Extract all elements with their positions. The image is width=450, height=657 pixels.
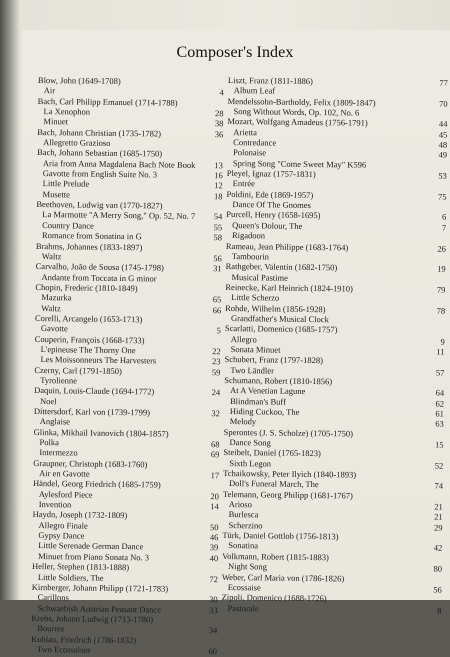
- page-number: 28: [214, 108, 224, 119]
- entry-title: Liszt, Franz (1811-1886): [227, 75, 313, 87]
- entry-title: Invention: [38, 499, 72, 510]
- entry-title: Sixth Legon: [229, 457, 272, 469]
- entry-title: At A Venetian Lagune: [230, 385, 306, 397]
- page-number: 42: [433, 543, 443, 554]
- entry-title: Schubert, Franz (1797-1828): [224, 354, 324, 366]
- entry-title: Andante from Toccata in G minor: [41, 271, 157, 283]
- entry-title: Chopin, Frederic (1810-1849): [35, 281, 138, 294]
- entry-title: Tyrolienne: [40, 375, 78, 386]
- page-number: 57: [435, 367, 445, 378]
- entry-title: Kirnberger, Johann Philipp (1721-1783): [31, 581, 169, 594]
- entry-title: Volkmann, Robert (1815-1883): [222, 550, 329, 563]
- page-number: 58: [213, 232, 223, 243]
- page-number: 26: [437, 243, 446, 254]
- entry-title: Daquin, Louis-Claude (1694-1772): [34, 385, 155, 397]
- entry-title: La Xenophon: [43, 106, 91, 117]
- page-number: 15: [434, 439, 444, 450]
- page-number: 62: [435, 398, 445, 409]
- entry-title: Little Scherzo: [231, 292, 280, 303]
- entry-title: Anglaise: [39, 416, 71, 427]
- page-number: 9: [440, 336, 445, 347]
- entry-title: Gavotte: [40, 323, 68, 334]
- page-number: 64: [435, 387, 445, 398]
- entry-title: Allegro Finale: [38, 519, 88, 531]
- entry-title: Les Moissonneurs The Harvesters: [40, 354, 157, 366]
- entry-title: Dittersdorf, Karl von (1739-1799): [33, 405, 151, 418]
- page-number: 63: [435, 418, 444, 430]
- entry-title: Sperontes (J. S. Scholze) (1705-1750): [223, 426, 354, 439]
- entry-title: Scarlatti, Domenico (1685-1757): [224, 323, 338, 335]
- entry-title: Allegretto Grazioso: [43, 137, 111, 148]
- page-number: 80: [433, 563, 443, 574]
- entry-title: Krebs, Johann Ludwig (1713-1780): [31, 612, 154, 625]
- page-number: 12: [214, 180, 223, 191]
- entry-title: Weber, Carl Maria von (1786-1826): [221, 571, 345, 583]
- entry-title: Doll's Funeral March, The: [228, 478, 319, 490]
- entry-title: Sonata Minuet: [230, 343, 281, 355]
- piece-entry: [31, 644, 221, 657]
- entry-title: Sonatina: [228, 540, 259, 551]
- entry-title: Czerny, Carl (1791-1850): [34, 364, 122, 376]
- entry-title: Queen's Dolour, The: [232, 219, 303, 231]
- page-number: 56: [213, 252, 222, 264]
- entry-title: Graupner, Christoph (1683-1760): [33, 457, 148, 470]
- page-number: 40: [209, 552, 219, 564]
- entry-title: Noel: [39, 395, 57, 406]
- entry-title: Spring Song "Come Sweet May" K596: [232, 157, 367, 170]
- page-number: 55: [213, 221, 223, 233]
- index-column-right: [221, 75, 450, 616]
- entry-title: Waltz: [41, 302, 61, 313]
- entry-title: Little Serenade German Dance: [38, 540, 144, 552]
- entry-title: Corelli, Arcangelo (1653-1713): [34, 312, 143, 325]
- entry-title: Album Leaf: [233, 85, 276, 96]
- entry-title: Waltz: [41, 250, 62, 262]
- entry-title: Purcell, Henry (1658-1695): [226, 209, 321, 221]
- entry-title: Carvalho, João de Sousa (1745-1798): [35, 261, 164, 273]
- entry-title: Ecossaise: [227, 581, 261, 593]
- entry-title: Romance from Sonatina in G: [41, 230, 142, 242]
- page-number: 20: [210, 490, 219, 501]
- page-number: 6: [441, 212, 447, 223]
- entry-title: Blow, John (1649-1708): [37, 75, 121, 87]
- page-number: 44: [438, 118, 448, 130]
- page-number: 78: [436, 305, 446, 316]
- entry-title: Zipoli, Domenico (1688-1726): [221, 592, 327, 604]
- entry-title: Aylesford Piece: [38, 488, 93, 500]
- page-number: 33: [208, 604, 218, 615]
- page-number: 19: [437, 263, 446, 274]
- entry-title: Mendelssohn-Bartholdy, Felix (1809-1847): [227, 95, 376, 108]
- entry-title: Heller, Stephen (1813-1888): [31, 561, 130, 573]
- entry-title: Steibelt, Daniel (1765-1823): [223, 447, 321, 459]
- entry-title: Bach, Johann Christian (1735-1782): [37, 126, 162, 139]
- page-number: 45: [438, 129, 448, 140]
- entry-title: Melody: [229, 416, 257, 427]
- page-number: 21: [434, 511, 443, 523]
- entry-title: Allegro: [230, 333, 257, 344]
- page-number: 38: [214, 118, 224, 129]
- entry-title: Carillons: [37, 592, 69, 603]
- entry-title: Musette: [42, 188, 70, 200]
- entry-title: Contredance: [233, 137, 277, 148]
- page-number: 30: [209, 594, 218, 605]
- entry-title: Glinka, Mikhail Ivanovich (1804-1857): [33, 426, 169, 439]
- page-number: 53: [438, 170, 447, 181]
- entry-title: Brahms, Johannes (1833-1897): [35, 240, 143, 252]
- page-number: 8: [437, 605, 442, 616]
- entry-title: Polonaise: [232, 147, 267, 158]
- page-number: 29: [433, 522, 443, 533]
- page-number: 68: [210, 439, 220, 450]
- page-number: 77: [439, 77, 448, 88]
- entry-title: Minuet from Piano Sonata No. 3: [38, 550, 150, 563]
- entry-title: Air: [43, 85, 56, 96]
- entry-title: Mazurka: [41, 292, 72, 303]
- entry-title: Grandfather's Musical Clock: [230, 312, 329, 325]
- entry-title: Country Dance: [42, 219, 94, 231]
- entry-title: Haydn, Joseph (1732-1809): [32, 509, 128, 521]
- entry-title: Polka: [39, 437, 59, 448]
- page-number: 69: [210, 449, 220, 460]
- page-number: 4: [219, 87, 224, 98]
- entry-title: Poldini, Ede (1869-1957): [226, 188, 314, 200]
- page-number: 74: [434, 480, 444, 492]
- page-number: 5: [216, 325, 221, 336]
- entry-title: Tchaikowsky, Peter Ilyich (1840-1893): [223, 468, 357, 480]
- index-column-left: [31, 75, 228, 657]
- page-number: 21: [434, 501, 443, 512]
- entry-title: Hiding Cuckoo, The: [229, 406, 300, 417]
- page-number: 17: [210, 470, 220, 481]
- entry-title: Dance Of The Gnomes: [232, 199, 311, 211]
- page-number: 34: [208, 625, 218, 636]
- page-number: 39: [209, 542, 219, 553]
- page-number: 48: [438, 139, 448, 150]
- entry-title: Rohde, Wilhelm (1856-1928): [225, 302, 326, 314]
- entry-title: Arietta: [233, 126, 257, 138]
- entry-title: Two Ländler: [230, 364, 275, 376]
- entry-title: Türk, Daniel Gottlob (1756-1813): [222, 530, 339, 542]
- entry-title: Pastorale: [227, 602, 259, 613]
- entry-title: Pleyel, Ignaz (1757-1831): [226, 168, 316, 180]
- page-number: 50: [209, 521, 219, 533]
- entry-title: Beethoven, Ludwig van (1770-1827): [36, 199, 163, 211]
- page-number: 75: [437, 191, 447, 202]
- page-title: Composer's Index: [176, 44, 294, 61]
- page-number: 31: [213, 263, 222, 274]
- page-number: 23: [211, 356, 221, 367]
- page-number: 61: [435, 408, 444, 419]
- entry-title: Entrée: [232, 178, 255, 189]
- page-number: 32: [211, 408, 220, 419]
- entry-title: Song Without Words, Op. 102, No. 6: [233, 106, 360, 118]
- entry-title: Kuhlau, Friedrich (1786-1832): [31, 633, 137, 645]
- page-number: 59: [211, 366, 221, 377]
- entry-title: Scherzino: [228, 519, 263, 531]
- entry-title: Tambourin: [231, 250, 270, 262]
- piece-entry: [221, 602, 443, 615]
- page-number: 54: [213, 211, 223, 222]
- page-number: 14: [210, 501, 219, 512]
- entry-title: Mozart, Wolfgang Amadeus (1756-1791): [227, 116, 368, 129]
- page-number: 22: [212, 346, 221, 357]
- entry-title: Reinecke, Karl Heinrich (1824-1910): [225, 281, 353, 294]
- page-number: 56: [433, 584, 442, 595]
- page-number: 65: [212, 294, 222, 305]
- page-number: 7: [441, 222, 447, 233]
- page-number: 24: [211, 387, 221, 398]
- page-number: 60: [208, 646, 218, 657]
- page-number: 66: [212, 304, 222, 315]
- entry-title: Schwaebish Austrian Peasant Dance: [37, 602, 162, 615]
- entry-title: Gypsy Dance: [38, 530, 85, 541]
- page-number: 79: [436, 284, 446, 295]
- entry-title: Bach, Carl Philipp Emanuel (1714-1788): [37, 95, 178, 108]
- entry-title: Arioso: [228, 499, 252, 510]
- page-number: 46: [209, 532, 219, 543]
- entry-title: Minuet: [43, 116, 69, 127]
- entry-title: Intermezzo: [39, 447, 78, 458]
- entry-title: Aria from Anna Magdalena Bach Note Book: [42, 157, 196, 170]
- entry-title: Bourree: [37, 623, 65, 634]
- page-number: 36: [214, 128, 224, 139]
- entry-title: Burlesca: [228, 509, 259, 520]
- entry-title: Händel, Georg Friedrich (1685-1759): [32, 478, 161, 490]
- entry-title: La Marmotte "A Merry Song," Op. 52, No. 7: [42, 209, 196, 222]
- entry-title: Night Song: [227, 561, 268, 572]
- entry-title: Little Prelude: [42, 178, 90, 190]
- page-number: 72: [209, 573, 218, 584]
- entry-title: Couperin, François (1668-1733): [34, 333, 145, 345]
- entry-title: Two Ecossaises: [36, 643, 91, 655]
- entry-title: Schumann, Robert (1810-1856): [224, 374, 333, 387]
- entry-title: Rigadoon: [231, 230, 266, 241]
- page-number: 52: [434, 460, 444, 471]
- page-number: 70: [439, 98, 448, 109]
- entry-title: Blindman's Buff: [229, 395, 286, 407]
- entry-title: Dance Song: [229, 437, 271, 448]
- page-number: 11: [436, 346, 445, 357]
- page-number: 16: [214, 170, 223, 181]
- entry-title: Little Soldiers, The: [37, 571, 104, 583]
- entry-title: Rameau, Jean Philippe (1683-1764): [225, 240, 349, 252]
- page-number: 49: [438, 149, 448, 161]
- page-number: 18: [213, 190, 223, 202]
- entry-title: Air en Gavotte: [39, 468, 90, 479]
- entry-title: Rathgeber, Valentin (1682-1750): [225, 261, 338, 273]
- entry-title: Musical Pastime: [231, 271, 289, 283]
- page-number: 13: [214, 159, 223, 171]
- entry-title: L'epineuse The Thorny One: [40, 343, 136, 356]
- entry-title: Gavotte from English Suite No. 3: [42, 168, 158, 180]
- entry-title: Telemann, Georg Philipp (1681-1767): [222, 488, 353, 501]
- entry-title: Bach, Johann Sebastian (1685-1750): [36, 147, 163, 159]
